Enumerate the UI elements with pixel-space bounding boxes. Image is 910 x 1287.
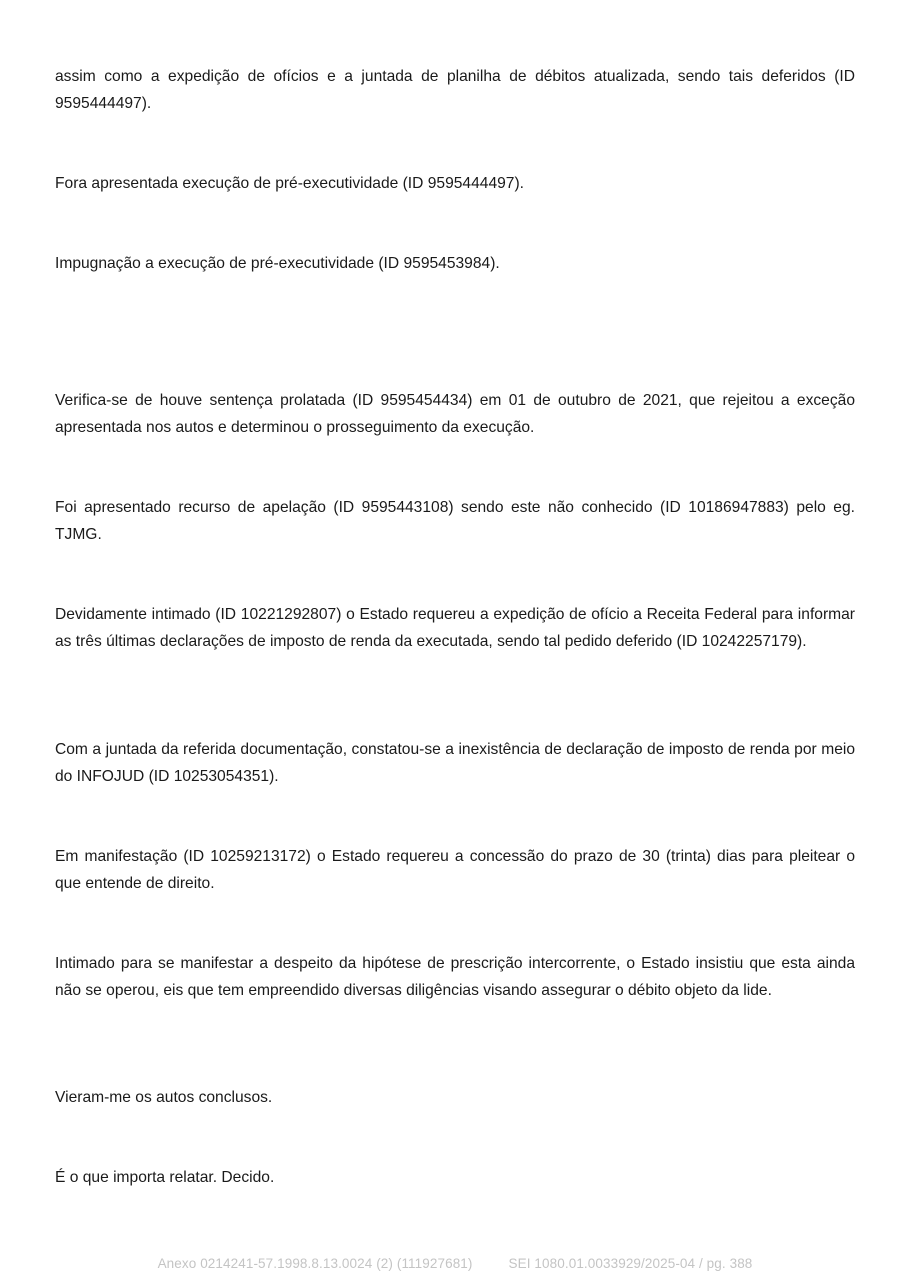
footer-sei-page-number: SEI 1080.01.0033929/2025-04 / pg. 388 xyxy=(508,1256,753,1271)
paragraph-11: É o que importa relatar. Decido. xyxy=(55,1169,275,1186)
paragraph-6: Devidamente intimado (ID 10221292807) o Estado requereu a expedição de ofício a Receita Federal para informar as três últimas declarações de imposto de renda da executada, sendo tal pedido deferido (ID 10242257179). xyxy=(55,606,855,650)
paragraph-9: Intimado para se manifestar a despeito da hipótese de prescrição intercorrente, o Estado insistiu que esta ainda não se operou, eis que tem empreendido diversas diligências visando assegurar o débito objeto da lide. xyxy=(55,955,855,999)
paragraph-4: Verifica-se de houve sentença prolatada (ID 9595454434) em 01 de outubro de 2021, que rejeitou a exceção apresentada nos autos e determinou o prosseguimento da execução. xyxy=(55,392,855,436)
page-footer xyxy=(0,1256,910,1271)
paragraph-1: assim como a expedição de ofícios e a juntada de planilha de débitos atualizada, sendo tais deferidos (ID 9595444497). xyxy=(55,68,855,112)
paragraph-3: Impugnação a execução de pré-executividade (ID 9595453984). xyxy=(55,255,500,272)
paragraph-10: Vieram-me os autos conclusos. xyxy=(55,1089,273,1106)
footer-annex-reference: Anexo 0214241-57.1998.8.13.0024 (2) (111927681) xyxy=(157,1256,473,1271)
paragraph-8: Em manifestação (ID 10259213172) o Estado requereu a concessão do prazo de 30 (trinta) dias para pleitear o que entende de direito. xyxy=(55,848,855,892)
paragraph-2: Fora apresentada execução de pré-executividade (ID 9595444497). xyxy=(55,175,524,192)
paragraph-7: Com a juntada da referida documentação, constatou-se a inexistência de declaração de imposto de renda por meio do INFOJUD (ID 10253054351). xyxy=(55,741,855,785)
paragraph-5: Foi apresentado recurso de apelação (ID 9595443108) sendo este não conhecido (ID 10186947883) pelo eg. TJMG. xyxy=(55,499,855,543)
